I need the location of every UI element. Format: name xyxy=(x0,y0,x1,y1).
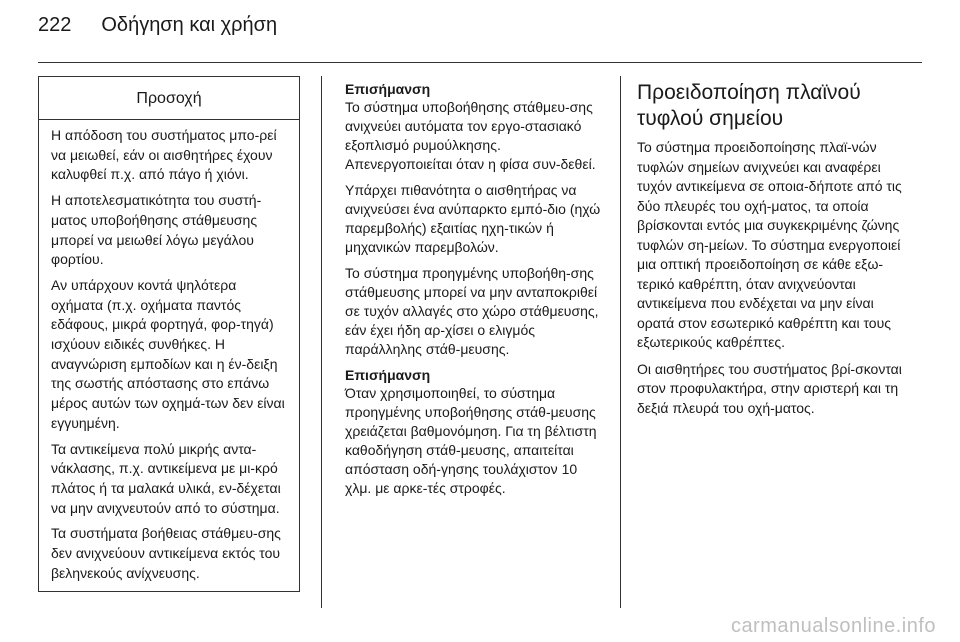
page-heading: Οδήγηση και χρήση xyxy=(101,14,278,36)
warning-title: Προσοχή xyxy=(39,77,299,120)
section-paragraph: Οι αισθητήρες του συστήματος βρί-σκονται στον προφυλακτήρα, στην αριστερή και τη δεξιά πλευρά του οχή-ματος. xyxy=(637,360,902,416)
section-title: Προειδοποίηση πλαϊνού τυφλού σημείου xyxy=(637,81,861,130)
header-rule xyxy=(38,62,922,63)
middle-column xyxy=(345,80,607,505)
page-number: 222 xyxy=(38,14,72,36)
right-column xyxy=(637,80,909,425)
warning-box xyxy=(38,76,300,592)
note-block xyxy=(345,366,607,498)
note-paragraph: Όταν χρησιμοποιηθεί, το σύστημα προηγμένης υποβοήθησης στάθ-μευσης χρειάζεται βαθμονόμηση. Για τη βέλτιστη καθοδήγηση στάθ-μευσης, απαιτείται απόσταση οδή-γησης τουλάχιστον 10 χλμ. με αρκε-τές στροφές. xyxy=(345,385,597,496)
left-column xyxy=(38,76,300,592)
warning-paragraph: Αν υπάρχουν κοντά ψηλότερα οχήματα (π.χ. οχήματα παντός εδάφους, μικρά φορτηγά, φορ-τηγά) ισχύουν ειδικές συνθήκες. Η αναγνώριση εμποδίων και η έν-δειξη της σωστής απόστασης στο επάνω μέρος αυτών των οχημά-των δεν είναι εγγυημένη. xyxy=(51,276,285,431)
note-title: Επισήμανση xyxy=(345,367,431,383)
warning-paragraph: Τα αντικείμενα πολύ μικρής αντα-νάκλασης, π.χ. αντικείμενα με μι-κρό πλάτος ή τα μαλακά υλικά, εν-δέχεται να μην ανιχνευτούν από το σύστημα. xyxy=(51,440,281,516)
note-block xyxy=(345,80,607,359)
column-divider xyxy=(620,76,621,608)
page-header xyxy=(38,14,277,37)
note-paragraph: Το σύστημα υποβοήθησης στάθμευ-σης ανιχνεύει αυτόματα τον εργο-στασιακό εξοπλισμό ρυμούλκησης. Απενεργοποιείται όταν η φίσα συν-δεθεί. xyxy=(345,99,596,172)
warning-paragraph: Η αποτελεσματικότητα του συστή-ματος υποβοήθησης στάθμευσης μπορεί να μειωθεί λόγω μεγάλου φορτίου. xyxy=(51,192,262,268)
note-title: Επισήμανση xyxy=(345,81,431,97)
watermark: carmanualsonline.info xyxy=(730,615,936,637)
warning-paragraph: Τα συστήματα βοήθειας στάθμευ-σης δεν ανιχνεύουν αντικείμενα εκτός του βεληνεκούς ανίχνευσης. xyxy=(51,525,281,581)
note-paragraph: Το σύστημα προηγμένης υποβοήθη-σης στάθμευσης μπορεί να μην ανταποκριθεί σε τυχόν αλλαγές στο χώρο στάθμευσης, εάν έχει ήδη αρ-χίσει ο ελιγμός παράλληλης στάθ-μευσης. xyxy=(345,265,599,357)
warning-body xyxy=(39,120,299,591)
note-paragraph: Υπάρχει πιθανότητα ο αισθητήρας να ανιχνεύσει ένα ανύπαρκτο εμπό-διο (ηχώ παρεμβολής) εξαιτίας ηχη-τικών ή μηχανικών παρεμβολών. xyxy=(345,182,601,255)
section-paragraph: Το σύστημα προειδοποίησης πλαϊ-νών τυφλών σημείων ανιχνεύει και αναφέρει τυχόν αντικείμενα σε οποια-δήποτε από τις δύο πλευρές του οχή-ματος, τα οποία βρίσκονται εντός μια συγκεκριμένης ζώνης τυφλών ση-μείων. Το σύστημα ενεργοποιεί μια οπτική προειδοποίηση σε κάθε εξω-τερικό καθρέπτη, όταν ανιχνεύονται αντικείμενα που ενδέχεται να μην είναι ορατά στον εσωτερικό καθρέπτη και τους εξωτερικούς καθρέπτες. xyxy=(637,139,902,350)
warning-paragraph: Η απόδοση του συστήματος μπο-ρεί να μειωθεί, εάν οι αισθητήρες έχουν καλυφθεί π.χ. από πάγο ή χιόνι. xyxy=(51,127,277,183)
column-divider xyxy=(321,76,322,608)
